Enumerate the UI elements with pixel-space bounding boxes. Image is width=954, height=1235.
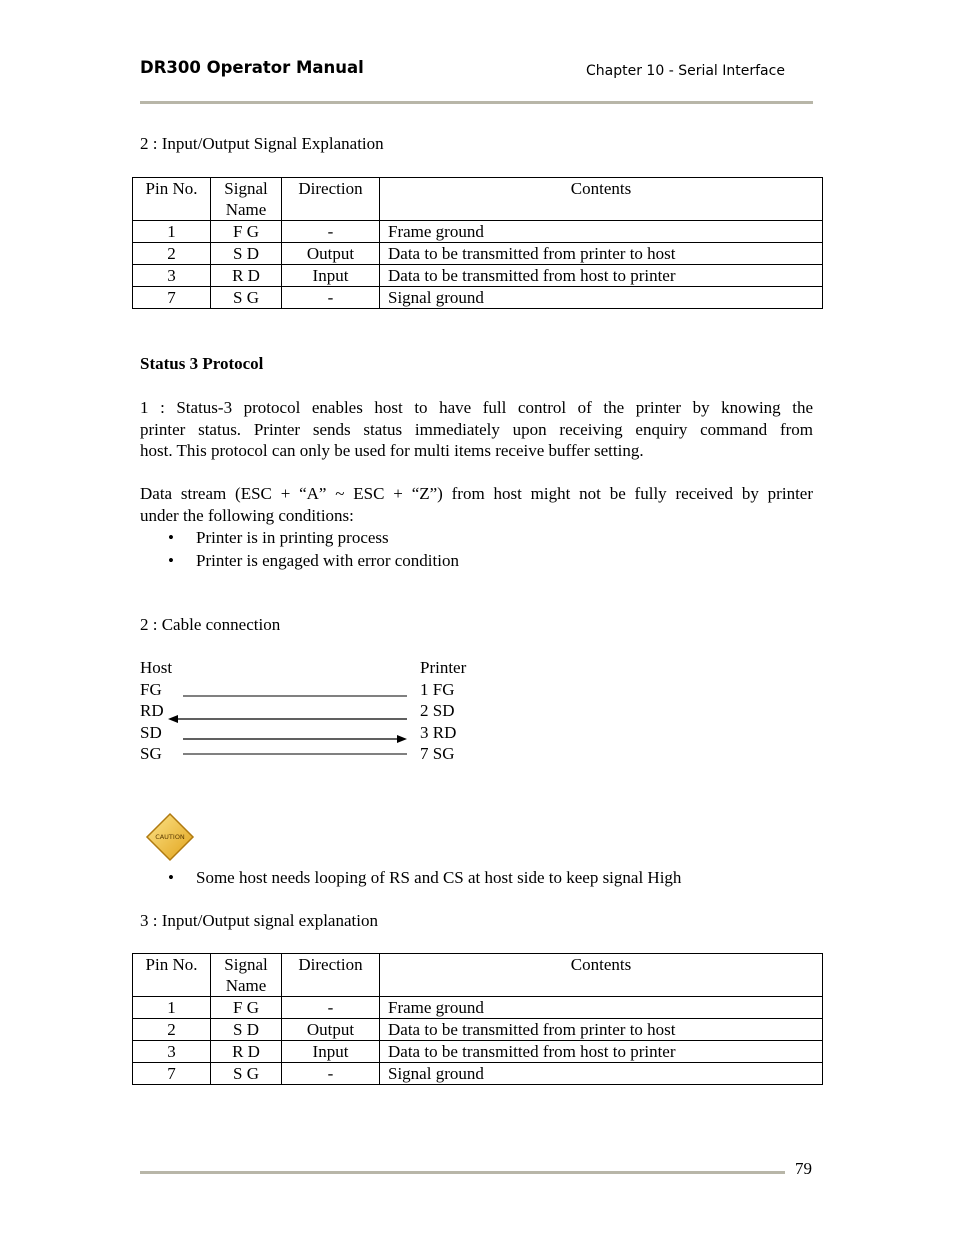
table-cell: 1 <box>133 997 211 1019</box>
manual-title: DR300 Operator Manual <box>140 58 364 77</box>
table-cell: - <box>282 287 380 309</box>
table-cell: 7 <box>133 287 211 309</box>
list-item: Printer is in printing process <box>196 528 389 547</box>
table-cell: Frame ground <box>380 997 823 1019</box>
table-header-cell: Pin No. <box>133 178 211 221</box>
table-cell: 7 <box>133 1063 211 1085</box>
paragraph-line: under the following conditions: <box>140 505 354 525</box>
paragraph-line: 1 : Status-3 protocol enables host to have full control of the printer by knowing the <box>140 398 813 417</box>
bullet-icon: • <box>168 551 174 570</box>
table-cell: Input <box>282 1041 380 1063</box>
cable-wiring-diagram <box>160 680 420 770</box>
caution-icon <box>145 812 195 862</box>
table-cell: S G <box>211 1063 282 1085</box>
table-cell: F G <box>211 997 282 1019</box>
table-cell: 2 <box>133 1019 211 1041</box>
table-cell: - <box>282 1063 380 1085</box>
section-heading: 3 : Input/Output signal explanation <box>140 911 378 930</box>
table-cell: Data to be transmitted from printer to host <box>380 1019 823 1041</box>
table-header-cell: Signal Name <box>211 178 282 221</box>
page-number: 79 <box>795 1159 812 1178</box>
table-row <box>133 265 823 287</box>
table-cell: S G <box>211 287 282 309</box>
table-row <box>133 997 823 1019</box>
table-cell: Signal ground <box>380 1063 823 1085</box>
table-header-cell: Pin No. <box>133 954 211 997</box>
caution-icon-text: CAUTION <box>155 833 185 841</box>
table-row <box>133 243 823 265</box>
bullet-icon: • <box>168 868 174 887</box>
paragraph-line: printer status. Printer sends status immediately upon receiving enquiry command from <box>140 419 813 439</box>
printer-pin: 3 RD <box>420 723 457 742</box>
table-header-cell: Contents <box>380 178 823 221</box>
table-cell: Input <box>282 265 380 287</box>
table-cell: R D <box>211 265 282 287</box>
table-header-cell: Direction <box>282 954 380 997</box>
host-pin: SD <box>140 723 162 742</box>
arrow-left-icon <box>168 715 178 723</box>
arrow-right-icon <box>397 735 407 743</box>
table-cell: - <box>282 997 380 1019</box>
printer-pin: 1 FG <box>420 680 455 699</box>
paragraph-line: host. This protocol can only be used for multi items receive buffer setting. <box>140 441 644 460</box>
table-row <box>133 221 823 243</box>
table-cell: S D <box>211 243 282 265</box>
table-header-row <box>133 178 823 221</box>
table-cell: Frame ground <box>380 221 823 243</box>
status3-paragraph-1 <box>140 397 813 462</box>
table-row <box>133 287 823 309</box>
table-cell: Signal ground <box>380 287 823 309</box>
printer-pin: 7 SG <box>420 744 455 763</box>
table-cell: Data to be transmitted from printer to host <box>380 243 823 265</box>
host-label: Host <box>140 658 173 677</box>
printer-pin: 2 SD <box>420 701 455 720</box>
table-cell: R D <box>211 1041 282 1063</box>
table-cell: 1 <box>133 221 211 243</box>
table-cell: Output <box>282 243 380 265</box>
table-cell: - <box>282 221 380 243</box>
table-cell: Output <box>282 1019 380 1041</box>
signal-table <box>132 177 823 309</box>
table-cell: 3 <box>133 1041 211 1063</box>
chapter-title: Chapter 10 - Serial Interface <box>586 63 785 79</box>
host-pin: RD <box>140 701 164 720</box>
section-heading: 2 : Input/Output Signal Explanation <box>140 134 384 153</box>
status3-paragraph-2 <box>140 483 813 526</box>
table-cell: Data to be transmitted from host to printer <box>380 265 823 287</box>
table-header-cell: Signal Name <box>211 954 282 997</box>
table-header-cell: Direction <box>282 178 380 221</box>
printer-label: Printer <box>420 658 467 677</box>
table-row <box>133 1019 823 1041</box>
list-item: Some host needs looping of RS and CS at host side to keep signal High <box>196 868 682 887</box>
footer-rule <box>140 1171 785 1174</box>
table-cell: F G <box>211 221 282 243</box>
table-cell: S D <box>211 1019 282 1041</box>
cable-heading: 2 : Cable connection <box>140 615 281 634</box>
table-row <box>133 1063 823 1085</box>
table-cell: 3 <box>133 265 211 287</box>
signal-table <box>132 953 823 1085</box>
header-rule <box>140 101 813 104</box>
host-pin: FG <box>140 680 162 699</box>
status3-heading: Status 3 Protocol <box>140 354 264 373</box>
paragraph-line: Data stream (ESC + “A” ~ ESC + “Z”) from host might not be fully received by printer <box>140 484 813 503</box>
bullet-icon: • <box>168 528 174 547</box>
table-header-cell: Contents <box>380 954 823 997</box>
table-row <box>133 1041 823 1063</box>
host-pin: SG <box>140 744 162 763</box>
list-item: Printer is engaged with error condition <box>196 551 459 570</box>
table-header-row <box>133 954 823 997</box>
table-cell: Data to be transmitted from host to printer <box>380 1041 823 1063</box>
table-cell: 2 <box>133 243 211 265</box>
